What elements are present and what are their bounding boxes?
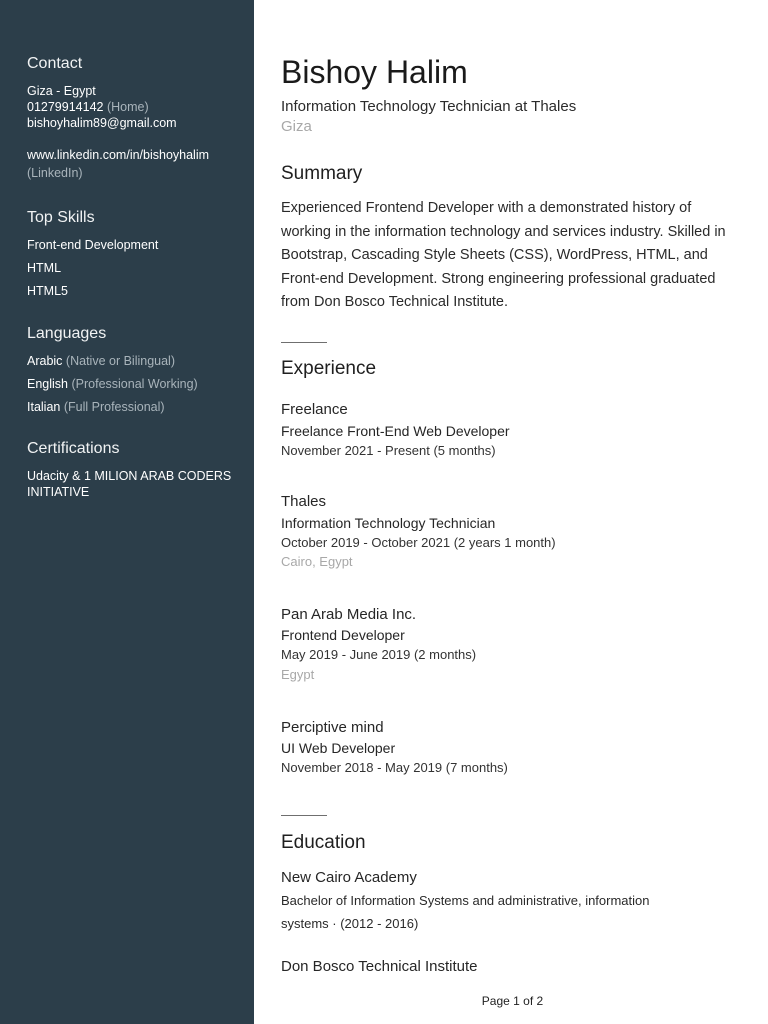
candidate-name: Bishoy Halim	[281, 54, 468, 90]
experience-title: UI Web Developer	[281, 740, 396, 756]
language-level: (Professional Working)	[71, 377, 198, 391]
section-divider	[281, 815, 327, 816]
contact-linkedin-note: (LinkedIn)	[27, 166, 83, 180]
contact-phone: 01279914142	[27, 100, 104, 114]
education-degree: Bachelor of Information Systems and administrative, information systems · (2012 - 2016)	[281, 893, 650, 931]
skill-item: HTML	[27, 261, 62, 275]
experience-company: Freelance	[281, 401, 348, 418]
contact-email[interactable]: bishoyhalim89@gmail.com	[27, 116, 177, 130]
summary-heading: Summary	[281, 163, 363, 184]
experience-location: Cairo, Egypt	[281, 554, 353, 569]
experience-title: Freelance Front-End Web Developer	[281, 423, 510, 439]
section-divider	[281, 342, 327, 343]
experience-heading: Experience	[281, 358, 377, 379]
language-item	[27, 399, 247, 415]
summary-text: Experienced Frontend Developer with a demonstrated history of working in the information technology and services industry. Skilled in Bootstrap, Cascading Style Sheets (CSS), WordPress, HTML, and Front-end Development. Strong engineering professional graduated from Don Bosco Technical Institute.	[281, 200, 726, 310]
experience-dates: November 2021 - Present (5 months)	[281, 443, 496, 458]
experience-location: Egypt	[281, 667, 315, 682]
languages-section	[27, 325, 247, 422]
experience-dates: October 2019 - October 2021 (2 years 1 month)	[281, 535, 556, 550]
experience-company: Perciptive mind	[281, 719, 384, 736]
language-item	[27, 353, 247, 369]
education-heading: Education	[281, 832, 366, 853]
page-number: Page 1 of 2	[481, 994, 544, 1008]
sidebar	[0, 0, 254, 1024]
skill-item: HTML5	[27, 284, 68, 298]
language-item	[27, 376, 247, 392]
headline: Information Technology Technician at Thales	[281, 98, 577, 115]
education-school: Don Bosco Technical Institute	[281, 958, 478, 975]
education-school: New Cairo Academy	[281, 869, 417, 886]
language-level: (Native or Bilingual)	[65, 354, 175, 368]
contact-phone-note: (Home)	[106, 100, 149, 114]
skill-item: Front-end Development	[27, 238, 159, 252]
certification-item: Udacity & 1 MILION ARAB CODERS INITIATIVE	[27, 469, 232, 499]
experience-title: Information Technology Technician	[281, 515, 496, 531]
skills-section	[27, 209, 247, 306]
experience-company: Thales	[281, 493, 327, 510]
certifications-heading: Certifications	[27, 440, 120, 457]
language-name: English	[27, 377, 68, 391]
experience-dates: November 2018 - May 2019 (7 months)	[281, 760, 508, 775]
contact-linkedin[interactable]: www.linkedin.com/in/bishoyhalim	[27, 148, 210, 162]
contact-location: Giza - Egypt	[27, 84, 96, 98]
experience-title: Frontend Developer	[281, 627, 405, 643]
header-location: Giza	[281, 118, 312, 135]
experience-company: Pan Arab Media Inc.	[281, 606, 417, 623]
languages-heading: Languages	[27, 325, 107, 342]
contact-section	[27, 55, 247, 181]
certifications-section	[27, 440, 247, 500]
language-name: Italian	[27, 400, 61, 414]
contact-heading: Contact	[27, 55, 83, 72]
contact-phone-line	[27, 99, 247, 115]
skills-heading: Top Skills	[27, 209, 95, 226]
language-name: Arabic	[27, 354, 63, 368]
language-level: (Full Professional)	[63, 400, 165, 414]
experience-dates: May 2019 - June 2019 (2 months)	[281, 647, 477, 662]
